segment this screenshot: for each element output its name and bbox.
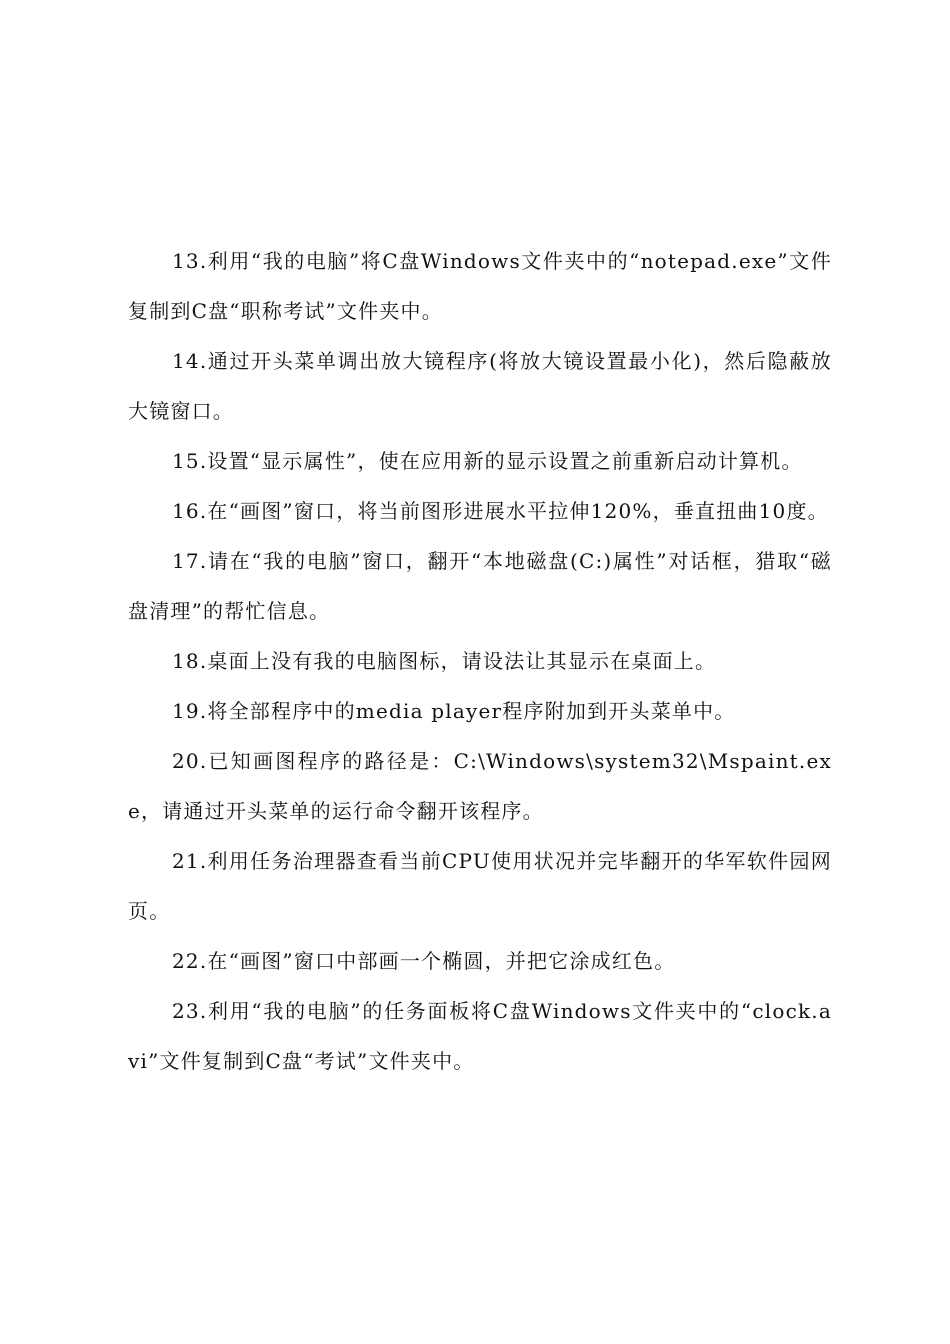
question-14: 14.通过开头菜单调出放大镜程序(将放大镜设置最小化)，然后隐蔽放大镜窗口。	[128, 349, 832, 423]
question-19: 19.将全部程序中的media player程序附加到开头菜单中。	[172, 699, 736, 723]
question-18: 18.桌面上没有我的电脑图标，请设法让其显示在桌面上。	[172, 649, 717, 673]
question-16: 16.在“画图”窗口，将当前图形进展水平拉伸120%，垂直扭曲10度。	[172, 499, 829, 523]
question-21: 21.利用任务治理器查看当前CPU使用状况并完毕翻开的华军软件园网页。	[128, 849, 832, 923]
question-23: 23.利用“我的电脑”的任务面板将C盘Windows文件夹中的“clock.avi”文件复制到C盘“考试”文件夹中。	[128, 999, 832, 1073]
question-20: 20.已知画图程序的路径是：C:\Windows\system32\Mspaint.exe，请通过开头菜单的运行命令翻开该程序。	[128, 749, 832, 823]
question-15: 15.设置“显示属性”，使在应用新的显示设置之前重新启动计算机。	[172, 449, 803, 473]
document-body	[128, 236, 832, 1086]
question-13: 13.利用“我的电脑”将C盘Windows文件夹中的“notepad.exe”文件复制到C盘“职称考试”文件夹中。	[128, 249, 832, 323]
question-17: 17.请在“我的电脑”窗口，翻开“本地磁盘(C:)属性”对话框，猎取“磁盘清理”的帮忙信息。	[128, 549, 832, 623]
question-22: 22.在“画图”窗口中部画一个椭圆，并把它涂成红色。	[172, 949, 676, 973]
